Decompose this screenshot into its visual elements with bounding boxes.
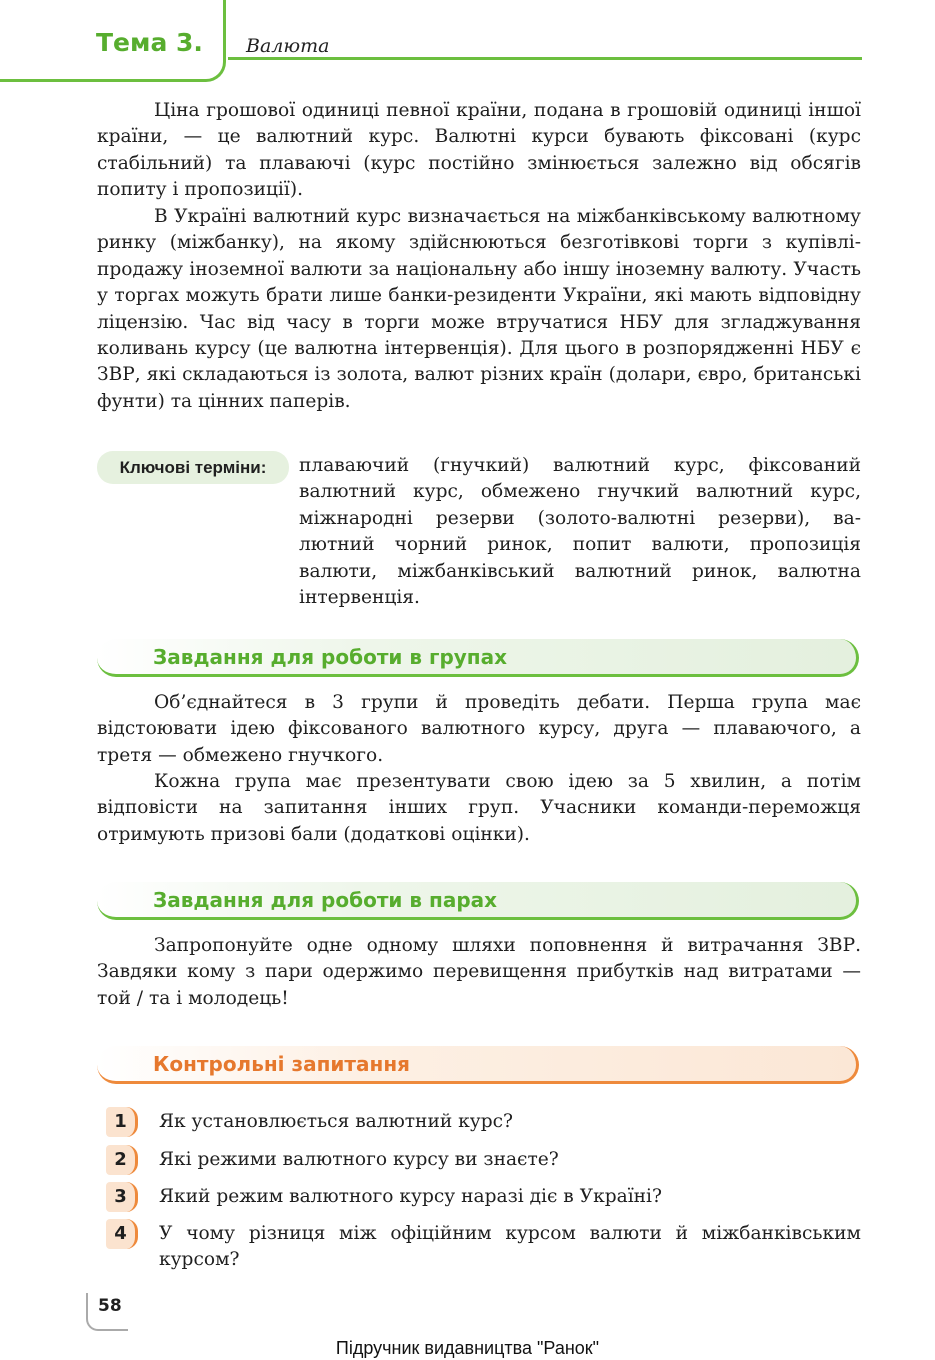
group-task-banner: [97, 639, 859, 677]
key-terms-text: плаваючий (гнучкий) валютний курс, фіксований валютний курс, обмежено гнучкий валютний курс, міжнародні резерви (золото-валютні резерви), валютний чорний ринок, попит валюти, пропозиція валюти, міжбанківський валютний ринок, валютна інтервенція.: [299, 455, 861, 609]
question-number-badge: 1: [106, 1107, 138, 1137]
topic-label: Тема 3.: [96, 28, 203, 57]
page-number: 58: [98, 1296, 122, 1316]
header-divider: [228, 57, 862, 60]
intro-paragraph-2: В Україні валютний курс визначається на міжбанківському валютному ринку (міжбанку), на якому здійснюються безготівкові торги з купівлі-продажу іноземної валюти за національну або іншу іноземну валюту. Участь у торгах можуть брати лише банки-резиденти України, які мають відповідну ліцензію. Час від часу в торги може втручатися НБУ для згладжування коливань курсу (це валютна інтервенція). Для цього в розпорядженні НБУ є ЗВР, які складаються із золота, валют різних країн (долари, євро, британські фунти) та цінних паперів.: [97, 206, 861, 412]
group-task-paragraph-2: Кожна група має презентувати свою ідею за 5 хвилин, а потім відповісти на запитання інших груп. Учасники команди-переможця отримують призові бали (додаткові оцінки).: [97, 771, 861, 845]
group-task-paragraph-1: Об’єднайтеся в 3 групи й проведіть дебати. Перша група має відстоювати ідею фіксованого валютного курсу, друга — плаваючого, а третя — обмежено гнучкого.: [97, 692, 861, 766]
question-number-badge: 4: [106, 1219, 138, 1249]
group-task-title: Завдання для роботи в групах: [153, 645, 508, 669]
question-text: У чому різниця між офіційним курсом валюти й міжбанківським курсом?: [159, 1223, 861, 1271]
question-number-badge: 2: [106, 1145, 138, 1175]
topic-title: Валюта: [246, 35, 330, 57]
pair-task-paragraph: Запропонуйте одне одному шляхи поповнення й витрачання ЗВР. Завдяки кому з пари одержимо перевищення прибутків над витратами — той / та і молодець!: [97, 935, 861, 1009]
question-text: Як установлюється валютний курс?: [159, 1111, 513, 1132]
intro-paragraph-1: Ціна грошової одиниці певної країни, подана в грошовій одиниці іншої країни, — це валютний курс. Валютні курси бувають фіксовані (курс стабільний) та плаваючі (курс постійно змінюється залежно від обсягів попиту і пропозиції).: [97, 100, 861, 201]
question-number-badge: 3: [106, 1182, 138, 1212]
question-text: Який режим валютного курсу наразі діє в Україні?: [159, 1186, 662, 1207]
key-terms-label: Ключові терміни:: [97, 451, 289, 484]
control-questions-title: Контрольні запитання: [153, 1052, 411, 1076]
pair-task-banner: [97, 882, 859, 920]
control-questions-banner: [97, 1046, 859, 1084]
question-text: Які режими валютного курсу ви знаєте?: [159, 1149, 559, 1170]
pair-task-title: Завдання для роботи в парах: [153, 888, 498, 912]
publisher-credit: Підручник видавництва "Ранок": [335, 1338, 600, 1358]
